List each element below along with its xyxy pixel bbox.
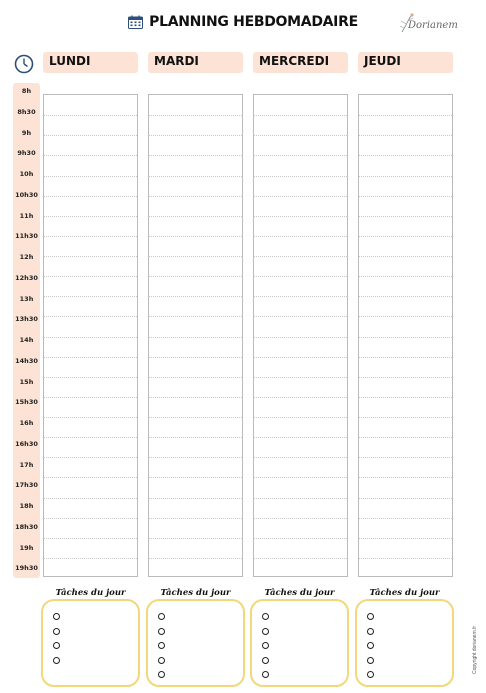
grid-line — [254, 518, 347, 519]
day-header-lundi: LUNDI — [43, 52, 138, 73]
grid-line — [254, 135, 347, 136]
task-bullet[interactable] — [262, 657, 269, 664]
grid-line — [359, 115, 452, 116]
time-label: 16h30 — [15, 439, 38, 448]
time-label: 12h — [19, 253, 34, 261]
time-label: 8h30 — [17, 107, 36, 116]
time-label: 10h30 — [15, 190, 38, 199]
grid-line — [149, 558, 242, 559]
task-bullet[interactable] — [367, 628, 374, 635]
clock-icon — [14, 54, 34, 74]
time-label: 15h — [19, 377, 34, 386]
grid-line — [149, 216, 242, 217]
task-bullet[interactable] — [262, 613, 269, 620]
time-label: 14h — [19, 336, 34, 344]
grid-line — [149, 256, 242, 257]
grid-line — [149, 155, 242, 156]
task-bullet[interactable] — [367, 671, 374, 678]
day-header-jeudi: JEUDI — [358, 52, 453, 73]
time-label: 9h — [21, 128, 32, 137]
time-label: 13h — [19, 294, 34, 303]
time-label: 9h30 — [17, 149, 36, 158]
tasks-title: Tâches du jour — [369, 588, 440, 598]
grid-line — [149, 115, 242, 116]
grid-line — [359, 518, 452, 519]
task-box-lundi[interactable] — [41, 599, 140, 687]
grid-line — [44, 498, 137, 499]
time-label: 11h30 — [15, 232, 38, 241]
grid-line — [359, 196, 452, 197]
tasks-title: Tâches du jour — [264, 588, 335, 598]
time-label: 18h — [19, 502, 34, 510]
grid-line — [254, 276, 347, 277]
grid-line — [44, 256, 137, 257]
task-bullet[interactable] — [367, 613, 374, 620]
grid-line — [254, 417, 347, 418]
page-title-text: PLANNING HEBDOMADAIRE — [149, 14, 358, 30]
grid-line — [44, 337, 137, 338]
grid-line — [44, 437, 137, 438]
grid-line — [359, 457, 452, 458]
task-bullet[interactable] — [262, 671, 269, 678]
grid-line — [359, 357, 452, 358]
grid-line — [44, 518, 137, 519]
grid-line — [149, 135, 242, 136]
grid-line — [359, 397, 452, 398]
grid-line — [359, 276, 452, 277]
grid-line — [44, 538, 137, 539]
grid-line — [149, 296, 242, 297]
task-bullet[interactable] — [158, 657, 165, 664]
grid-line — [254, 115, 347, 116]
grid-line — [44, 558, 137, 559]
day-header-mercredi: MERCREDI — [253, 52, 348, 73]
grid-line — [254, 316, 347, 317]
grid-line — [44, 316, 137, 317]
grid-line — [44, 377, 137, 378]
task-bullet[interactable] — [53, 628, 60, 635]
grid-line — [149, 498, 242, 499]
time-label: 19h — [19, 543, 34, 552]
day-header-mardi: MARDI — [148, 52, 243, 73]
schedule-column-mardi[interactable] — [148, 94, 243, 577]
grid-line — [359, 155, 452, 156]
grid-line — [149, 276, 242, 277]
time-label: 10h — [19, 170, 34, 178]
grid-line — [254, 357, 347, 358]
grid-line — [149, 437, 242, 438]
grid-line — [149, 518, 242, 519]
time-label: 18h30 — [15, 522, 38, 531]
grid-line — [359, 216, 452, 217]
grid-line — [149, 316, 242, 317]
grid-line — [149, 377, 242, 378]
grid-line — [254, 236, 347, 237]
grid-line — [149, 236, 242, 237]
grid-line — [359, 417, 452, 418]
grid-line — [149, 477, 242, 478]
grid-line — [359, 558, 452, 559]
calendar-icon — [128, 15, 143, 29]
task-bullet[interactable] — [158, 671, 165, 678]
brand-logo — [398, 12, 460, 38]
grid-line — [254, 155, 347, 156]
task-bullet[interactable] — [53, 642, 60, 649]
task-bullet[interactable] — [158, 613, 165, 620]
grid-line — [359, 256, 452, 257]
logo-text: Dorianem — [408, 20, 458, 31]
time-label: 15h30 — [15, 398, 38, 407]
task-bullet[interactable] — [367, 657, 374, 664]
grid-line — [44, 477, 137, 478]
task-bullet[interactable] — [158, 628, 165, 635]
grid-line — [149, 337, 242, 338]
grid-line — [359, 498, 452, 499]
grid-line — [254, 256, 347, 257]
grid-line — [149, 417, 242, 418]
grid-line — [254, 397, 347, 398]
grid-line — [149, 538, 242, 539]
time-label: 13h30 — [15, 315, 38, 324]
grid-line — [44, 417, 137, 418]
copyright-text: Copyright dorianem.fr — [472, 625, 478, 674]
grid-line — [254, 437, 347, 438]
grid-line — [359, 377, 452, 378]
task-bullet[interactable] — [262, 642, 269, 649]
grid-line — [254, 457, 347, 458]
grid-line — [149, 357, 242, 358]
grid-line — [359, 538, 452, 539]
grid-line — [44, 397, 137, 398]
grid-line — [44, 135, 137, 136]
grid-line — [254, 296, 347, 297]
grid-line — [254, 477, 347, 478]
grid-line — [149, 397, 242, 398]
grid-line — [149, 196, 242, 197]
grid-line — [359, 236, 452, 237]
grid-line — [254, 558, 347, 559]
task-box-jeudi[interactable] — [355, 599, 454, 687]
grid-line — [254, 377, 347, 378]
grid-line — [44, 115, 137, 116]
time-label: 11h — [19, 211, 34, 220]
grid-line — [359, 437, 452, 438]
schedule-column-lundi[interactable] — [43, 94, 138, 577]
task-bullet[interactable] — [262, 628, 269, 635]
grid-line — [44, 296, 137, 297]
grid-line — [149, 457, 242, 458]
schedule-column-jeudi[interactable] — [358, 94, 453, 577]
grid-line — [44, 276, 137, 277]
task-box-mardi[interactable] — [146, 599, 245, 687]
time-label: 17h — [19, 460, 34, 469]
grid-line — [359, 316, 452, 317]
task-bullet[interactable] — [53, 657, 60, 664]
time-label: 17h30 — [15, 481, 38, 490]
grid-line — [44, 216, 137, 217]
grid-line — [359, 296, 452, 297]
time-label: 19h30 — [15, 564, 38, 573]
time-label: 14h30 — [15, 356, 38, 365]
grid-line — [254, 538, 347, 539]
grid-line — [44, 176, 137, 177]
grid-line — [359, 135, 452, 136]
grid-line — [254, 176, 347, 177]
task-bullet[interactable] — [367, 642, 374, 649]
grid-line — [254, 337, 347, 338]
grid-line — [44, 457, 137, 458]
grid-line — [44, 357, 137, 358]
grid-line — [254, 498, 347, 499]
tasks-title: Tâches du jour — [160, 588, 231, 598]
schedule-column-mercredi[interactable] — [253, 94, 348, 577]
grid-line — [254, 196, 347, 197]
grid-line — [44, 236, 137, 237]
time-label: 8h — [21, 87, 32, 95]
grid-line — [149, 176, 242, 177]
task-bullet[interactable] — [53, 613, 60, 620]
task-box-mercredi[interactable] — [250, 599, 349, 687]
grid-line — [254, 216, 347, 217]
grid-line — [359, 176, 452, 177]
grid-line — [44, 155, 137, 156]
grid-line — [359, 337, 452, 338]
time-label: 12h30 — [15, 273, 38, 282]
tasks-title: Tâches du jour — [55, 588, 126, 598]
time-label: 16h — [19, 419, 34, 427]
task-bullet[interactable] — [158, 642, 165, 649]
grid-line — [359, 477, 452, 478]
grid-line — [44, 196, 137, 197]
time-column — [13, 83, 40, 578]
